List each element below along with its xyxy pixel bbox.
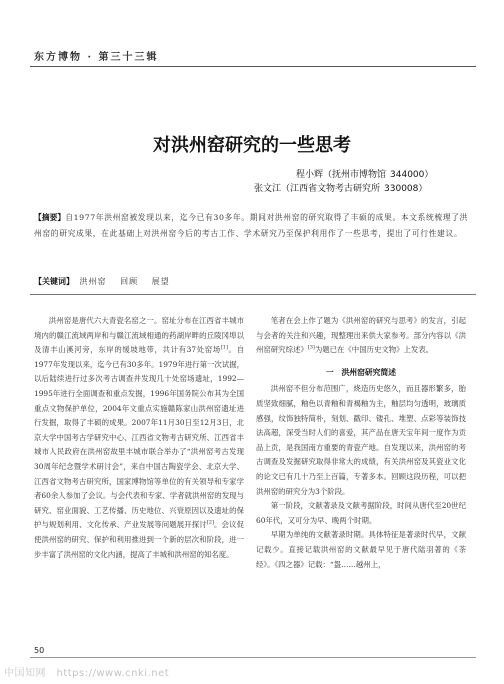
page-number: 50 [34, 646, 45, 655]
citation-ref: [3] [307, 344, 315, 351]
citation-ref: [1] [220, 344, 228, 351]
running-header: 东方博物 · 第三十三辑 [34, 52, 159, 63]
author-line-2 [254, 181, 426, 194]
keywords-label: 【关键词】 [34, 277, 74, 286]
keywords [34, 276, 474, 287]
body-paragraph [256, 314, 466, 358]
body-paragraph: 第一阶段，文献著录及文献考据阶段，时间从唐代至20世纪60年代，又可分为早、晚两个时期。 [256, 501, 466, 525]
paragraph-text: 笔者在会上作了题为《洪州窑的研究与思考》的发言，引起与会者的关注和兴趣，现整理出来供大家参考。部分内容以《洪州窑研究综述》 [256, 316, 466, 355]
paragraph-text: 为题已在《中国历史文物》上发表。 [314, 345, 434, 355]
paragraph-text: 洪州窑是唐代六大青瓷名窑之一。窑址分布在江西省丰城市境内的赣江流域两岸和与赣江流域相通的药湖岸畔的丘陵冈埠以及清丰山溪河旁，东岸的缓坡地带，共计有37处窑场 [34, 316, 244, 355]
watermark: 中国知网 https://www.cnki.net [4, 668, 170, 679]
citation-ref: [2] [206, 519, 214, 526]
author-affiliation: （抚州市博物馆 [323, 170, 387, 180]
author-affiliation: （江西省文物考古研究所 [281, 184, 381, 194]
keyword: 回顾 [120, 277, 139, 286]
author-line-1 [296, 167, 432, 180]
postal-code: 344000） [390, 170, 434, 180]
abstract [34, 210, 474, 241]
author-name: 张文江 [254, 184, 282, 194]
body-paragraph: 早期为单纯的文献著录时期。具体特征是著录时代早，文献记载少。直接记载洪州窑的文献最早见于唐代陆羽著的《茶经》。《四之器》记载：“盌……越州上， [256, 530, 466, 569]
page-title: 对洪州窑研究的一些思考 [153, 135, 351, 156]
footer-rule [30, 657, 476, 658]
body-paragraph: 洪州窑不但分布范围广，烧造历史悠久，而且器形繁多，胎质坚致细腻，釉色以青釉和青褐釉为主，釉层均匀透明，玻璃质感强，纹饰独特简朴，刻划、戳印、镂孔、堆塑、点彩等装饰技法高超，深受当时人们的喜爱，其产品在唐天宝年间一度作为贡品上贡，是我国南方重要的青瓷产地。自发现以来，洪州窑的考古调查及发掘研究取得非常大的成绩，有关洪州窑及其瓷业文化的论文已有几十乃至上百篇，专著多本。回顾这段历程，可以把洪州窑的研究分为3个阶段。 [256, 384, 466, 496]
abstract-rule [30, 294, 476, 295]
abstract-text: 自1977年洪州窑被发现以来，迄今已有30多年。期间对洪州窑的研究取得了丰硕的成果。本文系统梳理了洪州窑的研究成果，在此基础上对洪州窑今后的考古工作、学术研究乃至保护利用作了一些思考，提出了可行性建议。 [34, 213, 469, 238]
body-paragraph [34, 314, 244, 562]
paragraph-text: 。会议促使洪州窑的研究、保护和利用推进到一个新的层次和阶段，进一步丰富了洪州窑的文化内涵，提高了丰城和洪州窑的知名度。 [34, 520, 244, 559]
postal-code: 330008） [384, 184, 428, 194]
body-column-left [34, 314, 244, 562]
paragraph-text: 。自1977年发现以来，迄今已有30多年。1979年进行第一次试掘，以后陆续进行过多次考古调查并发现几十处窑场遗址，1992—1995年进行全面调查和重点发掘，1996年国务院公布其为全国重点文物保护单位，2004年文重点实施赣陈家山洪州窑遗址进行发掘，取得了丰硕的成果。2007年11月30日至12月3日，北京大学中国考古学研究中心、江西省文物考古研究所、江西省丰城市人民政府在洪州窑故里丰城市联合举办了“洪州窑考古发现30周年纪念暨学术研讨会”，来自中国古陶瓷学会、北京大学、江西省文物考古研究所，国家博物馆等单位的有关领导和专家学者60余人参加了会议。与会代表和专家、学者就洪州窑的发现与研究、窑业面貌、工艺传播、历史地位、兴衰原因以及遗址的保护与规划利用、文化传承、产业发展等问题展开探讨 [34, 345, 244, 530]
author-name: 程小辉 [296, 170, 324, 180]
abstract-label: 【摘要】 [34, 213, 66, 222]
keyword: 展望 [151, 277, 170, 286]
keyword: 洪州窑 [79, 277, 107, 286]
header-rule [30, 66, 476, 67]
section-heading: 一 洪州窑研究简述 [325, 367, 397, 377]
body-column-right [256, 314, 466, 572]
